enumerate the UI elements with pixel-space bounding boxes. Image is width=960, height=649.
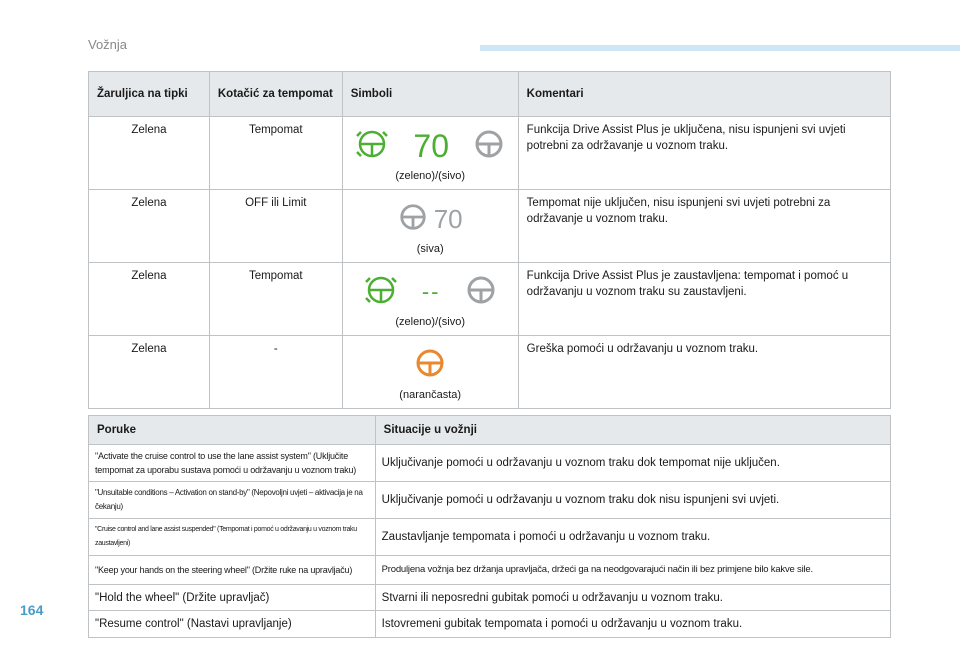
- col-header-symbols: Simboli: [342, 72, 518, 117]
- lamp-cell: Zelena: [89, 190, 210, 263]
- col-header-situations: Situacije u vožnji: [375, 416, 890, 445]
- table-row: [89, 190, 891, 263]
- col-header-messages: Poruke: [89, 416, 376, 445]
- table-row: [89, 611, 891, 638]
- symbols-cell: [342, 336, 518, 409]
- table-header-row: [89, 416, 891, 445]
- lamp-cell: Zelena: [89, 336, 210, 409]
- lane-assist-hands-icon: [364, 273, 398, 312]
- situation-cell: Produljena vožnja bez držanja upravljača, držeći ga na neodgovarajući način ili bez primjene bilo kakve sile.: [375, 556, 890, 585]
- messages-table: [88, 415, 891, 638]
- col-header-lamp: Žaruljica na tipki: [89, 72, 210, 117]
- situation-cell: Istovremeni gubitak tempomata i pomoći u održavanju u voznom traku.: [375, 611, 890, 638]
- wheel-cell: OFF ili Limit: [209, 190, 342, 263]
- table-row: [89, 117, 891, 190]
- symbol-caption: (siva): [416, 243, 444, 255]
- comment-cell: Funkcija Drive Assist Plus je uključena, nisu ispunjeni svi uvjeti potrebni za održavanje u voznom traku.: [518, 117, 890, 190]
- message-cell: "Keep your hands on the steering wheel" (Držite ruke na upravljaču): [89, 556, 376, 585]
- symbols-table: [88, 71, 891, 409]
- wheel-cell: Tempomat: [209, 117, 342, 190]
- lane-assist-hands-icon: [355, 127, 389, 166]
- table-row: [89, 519, 891, 556]
- table-row: [89, 482, 891, 519]
- message-cell: "Resume control" (Nastavi upravljanje): [89, 611, 376, 638]
- situation-cell: Zaustavljanje tempomata i pomoći u održavanju u voznom traku.: [375, 519, 890, 556]
- symbol-caption: (zeleno)/(sivo): [395, 316, 466, 328]
- symbol-caption: (zeleno)/(sivo): [395, 170, 466, 182]
- table-row: [89, 263, 891, 336]
- col-header-comments: Komentari: [518, 72, 890, 117]
- steering-wheel-gray-icon: [473, 128, 505, 165]
- situation-cell: Uključivanje pomoći u održavanju u voznom traku dok nisu ispunjeni svi uvjeti.: [375, 482, 890, 519]
- wheel-cell: Tempomat: [209, 263, 342, 336]
- steering-wheel-gray-icon: [398, 202, 428, 237]
- steering-wheel-orange-icon: [414, 347, 446, 384]
- message-cell: "Cruise control and lane assist suspended" (Tempomat i pomoć u održavanju u voznom traku zaustavljeni): [89, 519, 376, 556]
- header-accent-bar: [480, 45, 960, 51]
- symbol-caption: (narančasta): [399, 389, 462, 401]
- symbols-cell: [342, 117, 518, 190]
- comment-cell: Greška pomoći u održavanju u voznom traku.: [518, 336, 890, 409]
- table-header-row: [89, 72, 891, 117]
- steering-wheel-gray-icon: [465, 274, 497, 311]
- section-title: Vožnja: [88, 37, 128, 52]
- situation-cell: Uključivanje pomoći u održavanju u voznom traku dok tempomat nije uključen.: [375, 445, 890, 482]
- message-cell: "Activate the cruise control to use the lane assist system" (Uključite tempomat za uporabu sustava pomoći u održavanju u voznom traku): [89, 445, 376, 482]
- message-cell: "Unsuitable conditions – Activation on stand-by" (Nepovoljni uvjeti – aktivacija je na čekanju): [89, 482, 376, 519]
- comment-cell: Funkcija Drive Assist Plus je zaustavljena: tempomat i pomoć u održavanju u voznom traku su zaustavljeni.: [518, 263, 890, 336]
- speed-value: 70: [433, 204, 463, 234]
- wheel-cell: -: [209, 336, 342, 409]
- speed-value: 70: [413, 128, 449, 164]
- table-row: [89, 585, 891, 611]
- symbols-cell: [342, 190, 518, 263]
- situation-cell: Stvarni ili neposredni gubitak pomoći u održavanju u voznom traku.: [375, 585, 890, 611]
- speed-value: --: [421, 279, 441, 304]
- col-header-wheel: Kotačić za tempomat: [209, 72, 342, 117]
- lamp-cell: Zelena: [89, 117, 210, 190]
- symbols-cell: [342, 263, 518, 336]
- page-number: 164: [20, 602, 44, 618]
- lamp-cell: Zelena: [89, 263, 210, 336]
- message-cell: "Hold the wheel" (Držite upravljač): [89, 585, 376, 611]
- table-row: [89, 336, 891, 409]
- table-row: [89, 445, 891, 482]
- table-row: [89, 556, 891, 585]
- comment-cell: Tempomat nije uključen, nisu ispunjeni svi uvjeti potrebni za održavanje u voznom traku.: [518, 190, 890, 263]
